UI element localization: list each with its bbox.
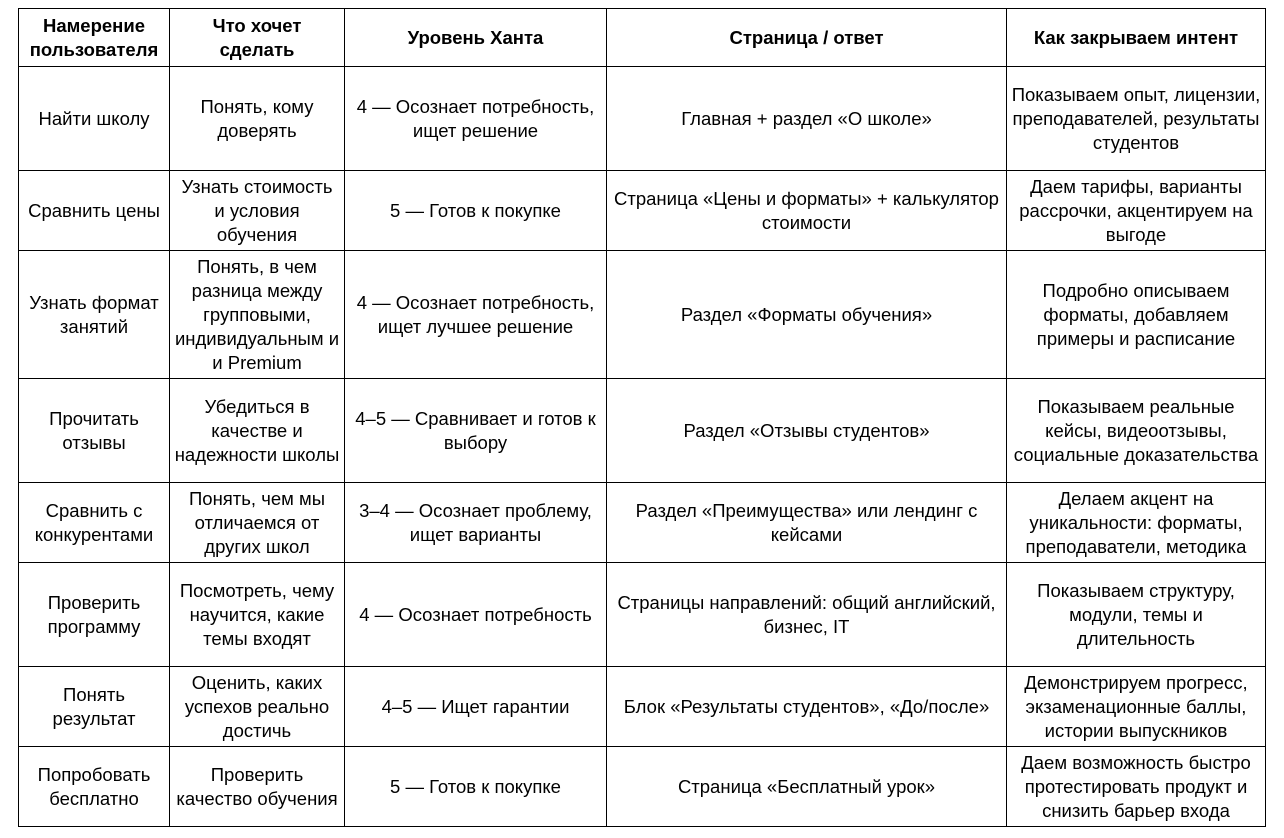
cell-intent: Прочитать отзывы <box>19 379 170 483</box>
cell-page: Страницы направлений: общий английский, бизнес, IT <box>607 563 1007 667</box>
cell-hunt-level: 5 — Готов к покупке <box>345 747 607 827</box>
cell-page: Главная + раздел «О школе» <box>607 67 1007 171</box>
cell-goal: Узнать стоимость и условия обучения <box>170 171 345 251</box>
cell-intent: Узнать формат занятий <box>19 251 170 379</box>
cell-intent: Сравнить цены <box>19 171 170 251</box>
cell-solution: Показываем структуру, модули, темы и длительность <box>1007 563 1266 667</box>
cell-solution: Показываем опыт, лицензии, преподавателей, результаты студентов <box>1007 67 1266 171</box>
cell-solution: Даем возможность быстро протестировать продукт и снизить барьер входа <box>1007 747 1266 827</box>
table-row <box>19 171 1266 251</box>
cell-solution: Даем тарифы, варианты рассрочки, акцентируем на выгоде <box>1007 171 1266 251</box>
cell-intent: Сравнить с конкурентами <box>19 483 170 563</box>
cell-goal: Понять, в чем разница между групповыми, индивидуальным и и Premium <box>170 251 345 379</box>
table-row <box>19 379 1266 483</box>
cell-goal: Понять, чем мы отличаемся от других школ <box>170 483 345 563</box>
table-row <box>19 563 1266 667</box>
cell-intent: Найти школу <box>19 67 170 171</box>
cell-hunt-level: 5 — Готов к покупке <box>345 171 607 251</box>
table-row <box>19 667 1266 747</box>
document-page <box>18 8 1266 827</box>
header-hunt-level: Уровень Ханта <box>345 9 607 67</box>
user-intent-table <box>18 8 1266 827</box>
header-user-intent: Намерение пользователя <box>19 9 170 67</box>
table-row <box>19 67 1266 171</box>
cell-hunt-level: 3–4 — Осознает проблему, ищет варианты <box>345 483 607 563</box>
cell-page: Раздел «Форматы обучения» <box>607 251 1007 379</box>
cell-hunt-level: 4–5 — Сравнивает и готов к выбору <box>345 379 607 483</box>
cell-page: Страница «Цены и форматы» + калькулятор стоимости <box>607 171 1007 251</box>
table-row <box>19 483 1266 563</box>
cell-solution: Подробно описываем форматы, добавляем примеры и расписание <box>1007 251 1266 379</box>
table-row <box>19 747 1266 827</box>
cell-hunt-level: 4 — Осознает потребность, ищет лучшее решение <box>345 251 607 379</box>
cell-goal: Проверить качество обучения <box>170 747 345 827</box>
header-what-user-wants: Что хочет сделать <box>170 9 345 67</box>
cell-page: Страница «Бесплатный урок» <box>607 747 1007 827</box>
table-header-row <box>19 9 1266 67</box>
cell-hunt-level: 4 — Осознает потребность, ищет решение <box>345 67 607 171</box>
cell-page: Блок «Результаты студентов», «До/после» <box>607 667 1007 747</box>
cell-solution: Демонстрируем прогресс, экзаменационные баллы, истории выпускников <box>1007 667 1266 747</box>
cell-solution: Показываем реальные кейсы, видеоотзывы, социальные доказательства <box>1007 379 1266 483</box>
cell-hunt-level: 4 — Осознает потребность <box>345 563 607 667</box>
cell-goal: Убедиться в качестве и надежности школы <box>170 379 345 483</box>
cell-solution: Делаем акцент на уникальности: форматы, преподаватели, методика <box>1007 483 1266 563</box>
cell-goal: Посмотреть, чему научится, какие темы входят <box>170 563 345 667</box>
cell-hunt-level: 4–5 — Ищет гарантии <box>345 667 607 747</box>
header-page-answer: Страница / ответ <box>607 9 1007 67</box>
table-row <box>19 251 1266 379</box>
cell-goal: Оценить, каких успехов реально достичь <box>170 667 345 747</box>
cell-page: Раздел «Отзывы студентов» <box>607 379 1007 483</box>
cell-goal: Понять, кому доверять <box>170 67 345 171</box>
cell-intent: Попробовать бесплатно <box>19 747 170 827</box>
cell-page: Раздел «Преимущества» или лендинг с кейсами <box>607 483 1007 563</box>
cell-intent: Проверить программу <box>19 563 170 667</box>
cell-intent: Понять результат <box>19 667 170 747</box>
header-how-we-close-intent: Как закрываем интент <box>1007 9 1266 67</box>
